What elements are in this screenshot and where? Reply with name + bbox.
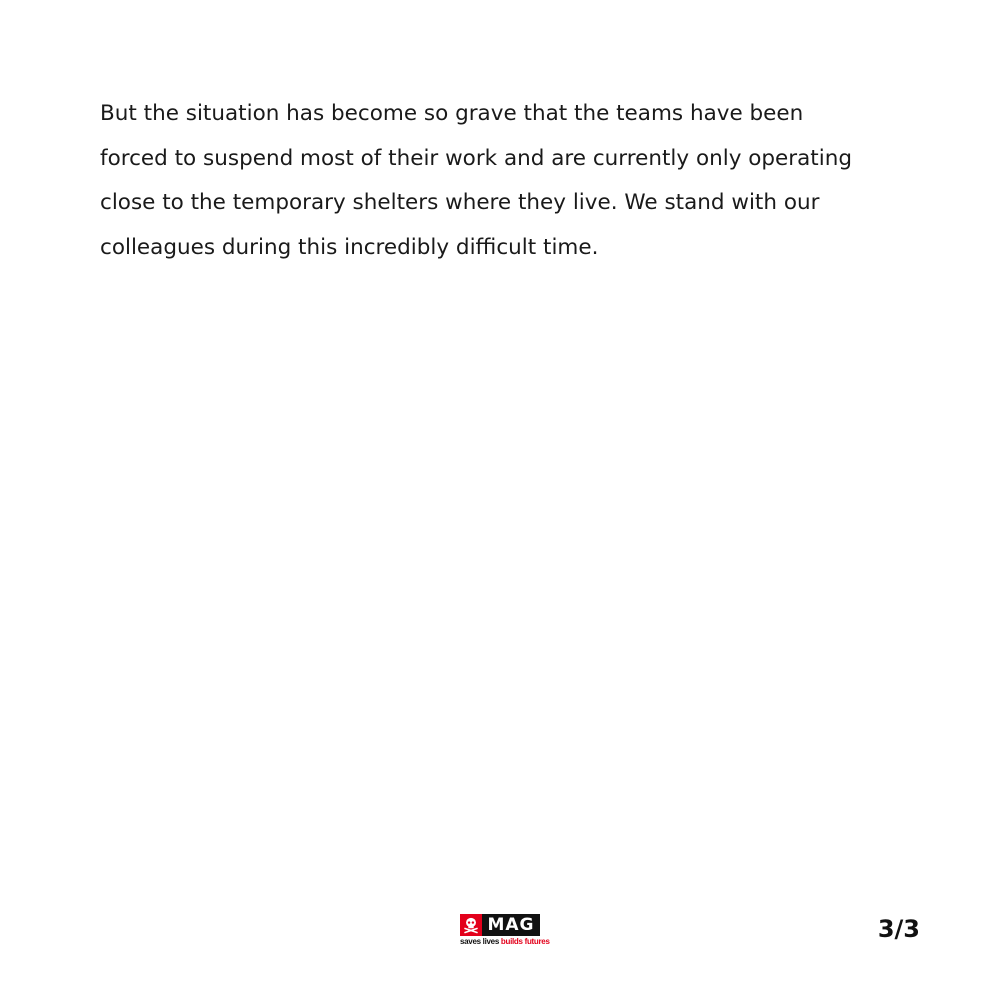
logo-top-bar bbox=[460, 914, 540, 936]
skull-crossbones-icon bbox=[460, 914, 482, 936]
body-line-2: forced to suspend most of their work and are currently only operating bbox=[100, 145, 852, 171]
tagline-saves-lives: saves lives bbox=[460, 937, 499, 946]
mag-logo bbox=[460, 914, 550, 948]
body-line-3: close to the temporary shelters where they live. We stand with our bbox=[100, 190, 820, 215]
logo-tagline bbox=[460, 937, 550, 947]
tagline-builds-futures: builds futures bbox=[500, 937, 550, 946]
body-line-1: But the situation has become so grave that the teams have been bbox=[100, 101, 804, 126]
logo-wordmark: MAG bbox=[482, 914, 540, 936]
page-number: 3/3 bbox=[877, 915, 920, 943]
body-line-4: colleagues during this incredibly difficult time. bbox=[100, 234, 599, 260]
body-paragraph bbox=[100, 92, 900, 270]
